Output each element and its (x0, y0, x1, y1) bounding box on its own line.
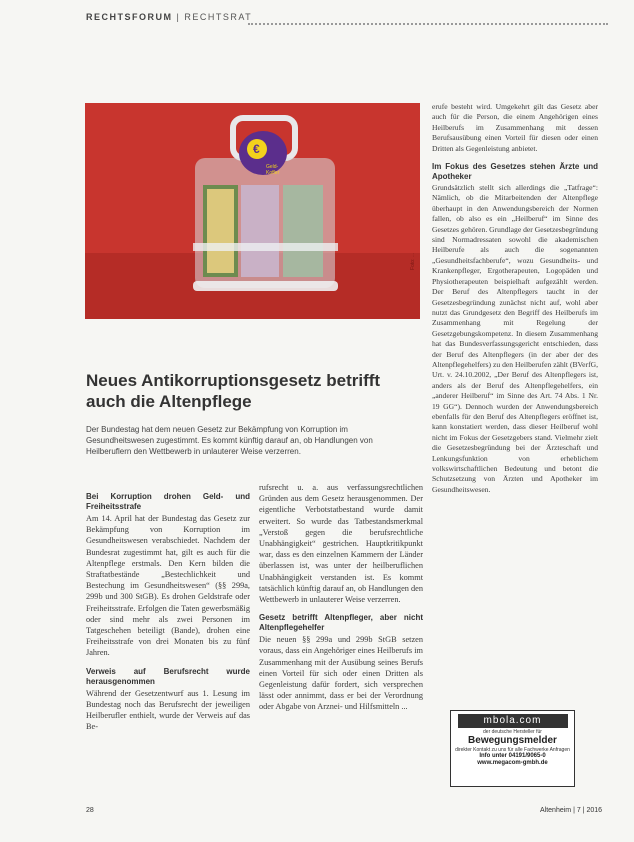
svg-text:€: € (253, 142, 260, 156)
subsection-name: RECHTSRAT (184, 12, 253, 22)
ad-tagline: der deutsche Hersteller für (483, 729, 542, 735)
column-2 (259, 482, 423, 721)
col1-heading-2: Verweis auf Berufsrecht wurde herausgenommen (86, 666, 250, 686)
ad-contact-note: direkter Kontakt zu uns für alle Fachwerke Anfragen (455, 747, 570, 753)
advertisement[interactable] (450, 710, 575, 787)
col1-heading-1: Bei Korruption drohen Geld- und Freiheitsstrafe (86, 492, 250, 511)
ad-url[interactable]: www.megacom-gmbh.de (477, 760, 548, 766)
col2-text-1: rufsrecht u. a. aus verfassungsrechtlichen Gründen aus dem Gesetz herausgenommen. Der eigentliche Verbotstatbestand wurde damit erweitert. So wurde das Tatbestandsmerkmal „Verstoß gegen die berufsrechtliche Unabhängigkeit“ gestrichen. Hauptkritikpunkt war, dass es den einzelnen Kammern der Länder überlassen ist, was unter der heilberuflichen Unabhängigkeit verstanden ist. Es kommt tatsächlich künftig darauf an, ob Handlungen den Wettbewerb in unlauterer Weise verzerren. (259, 483, 423, 605)
col3-text-2: Grundsätzlich stellt sich allerdings die „Tatfrage“: Nämlich, ob die Mitarbeitenden der Altenpflege überhaupt in den Anwendungsbereich der Normen fallen, ob also es ein „Heilberuf“ im Sinne des Gesetzes gehören. Grundlage der Gesetzesbegründung sind Normadressaten sowohl die akademischen Heilberufe als auch die sogenannten „Gesundheitsfachberufe“, wozu Gesundheits- und Krankenpfleger, Ergotherapeuten, Logopäden und Physiotherapeuten beispielhaft aufgezählt werden. Der Beruf des Altenpflegers taucht in der Gesetzesbegründung zunächst nicht auf, wohl aber nutzt das Grundgesetz den Begriff des Heilberufs im Zusammenhang mit Regelung der Gesetzgebungskompetenz. In diesem Zusammenhang hat das Bundesverfassungsgericht entschieden, dass der Beruf des Altenpflegers (in der aber der des Altenpflegehelfers) zu den Heilberufen zählt (BVerfG, Urt. v. 24.10.2002, „Der Beruf des Altenpflegers ist, anders als der Beruf des Altenpflegehelfers, ein „anderer Heilberuf“ im Sinne des Art. 74 Abs. 1 Nr. 19 GG“). Dennoch wurden der Anwendungsbereich ebenfalls für den Beruf des Altenpflegers eröffnet ist, kann konstatiert werden, dass dieser Heilberuf wohl nicht im Fokus der Gesetzgebers stand. Vielmehr zielt die Gesetzesbegründung bei der Ärzteschaft und Lenkungsfunktion von erheblichem volkswirtschaftlichen Bedeutung und betont die Schutzsetzung von Ärzten und Apotheker im Gesundheitswesen. (432, 183, 598, 494)
section-name: RECHTSFORUM (86, 12, 173, 22)
column-1 (86, 492, 250, 740)
journal-issue: 7 | 2016 (576, 807, 603, 814)
article-lead: Der Bundestag hat dem neuen Gesetz zur Bekämpfung von Korruption im Gesundheitswesen zugestimmt. Es kommt künftig darauf an, ob Handlungen von Heilberuflern den Wettbewerb in unlauterer Weise verzerren. (86, 425, 373, 456)
header-dotted-rule (248, 23, 608, 25)
col3-text-1: erufe besteht wird. Umgekehrt gilt das Gesetz aber auch für die Person, die einem Angehörigen eines Heilberufs im Zusammenhang mit dessen Berufsausübung einen Vorteil für diesen oder einen Dritten als Gegenleistung anbietet. (432, 102, 598, 153)
ad-logo: mbola.com (458, 714, 568, 728)
column-3 (432, 102, 598, 503)
section-header: RECHTSFORUM | RECHTSRAT (86, 12, 253, 22)
ad-phone: Info unter 04191/9065-0 (479, 753, 546, 759)
col2-text-2: Die neuen §§ 299a und 299b StGB setzen voraus, dass ein Angehöriger eines Heilberufs im Zusammenhang mit der Ausübung seines Berufs einen Vorteil für sich oder einen Dritten als Gegenleistung dafür fordert, sich versprechen lässt oder annimmt, dass er bei der Verordnung oder Abgabe von Arznei- und Hilfsmitteln ... (259, 635, 423, 712)
col1-text-2: Während der Gesetzentwurf aus 1. Lesung im Bundestag noch das Berufsrecht der jeweiligen Heilberufler enthielt, wurde der Verweis auf das Be- (86, 688, 250, 732)
badge-label-1: Geld- (266, 164, 279, 170)
journal-name: Altenheim (540, 807, 572, 814)
article-photo (85, 103, 420, 319)
photo-credit: Foto: ... (410, 253, 416, 270)
money-suitcase-illustration (85, 103, 420, 319)
ad-title: Bewegungsmelder (468, 735, 557, 746)
col3-heading-2: Im Fokus des Gesetzes stehen Ärzte und Apotheker (432, 162, 598, 182)
badge-label-2: Koffer (266, 170, 280, 176)
col1-text-1: Am 14. April hat der Bundestag das Gesetz zur Bekämpfung von Korruption im Gesundheitswesen verabschiedet. Nachdem der Bundesrat zugestimmt hat, gilt es auch für die Altenpflege erstmals. Den Kern bilden die Straftatbestände „Bestechlichkeit und Bestechung im Gesundheitswesen“ (§§ 299a, 299b und 300 StGB). Es drohen Geldstrafe oder Freiheitsstrafe. Erfolgen die Taten gewerbsmäßig oder sind mehr als zwei Personen im Tatgeschehen beteiligt (Bande), drohen eine Freiheitsstrafe von drei Monaten bis zu fünf Jahren. (86, 514, 250, 658)
footer-journal: Altenheim | 7 | 2016 (540, 807, 603, 814)
col2-heading-2: Gesetz betrifft Altenpfleger, aber nicht Altenpflegehelfer (259, 613, 423, 633)
page-number: 28 (86, 807, 94, 814)
article-title: Neues Antikorruptionsgesetz betrifft auch die Altenpflege (86, 371, 381, 411)
